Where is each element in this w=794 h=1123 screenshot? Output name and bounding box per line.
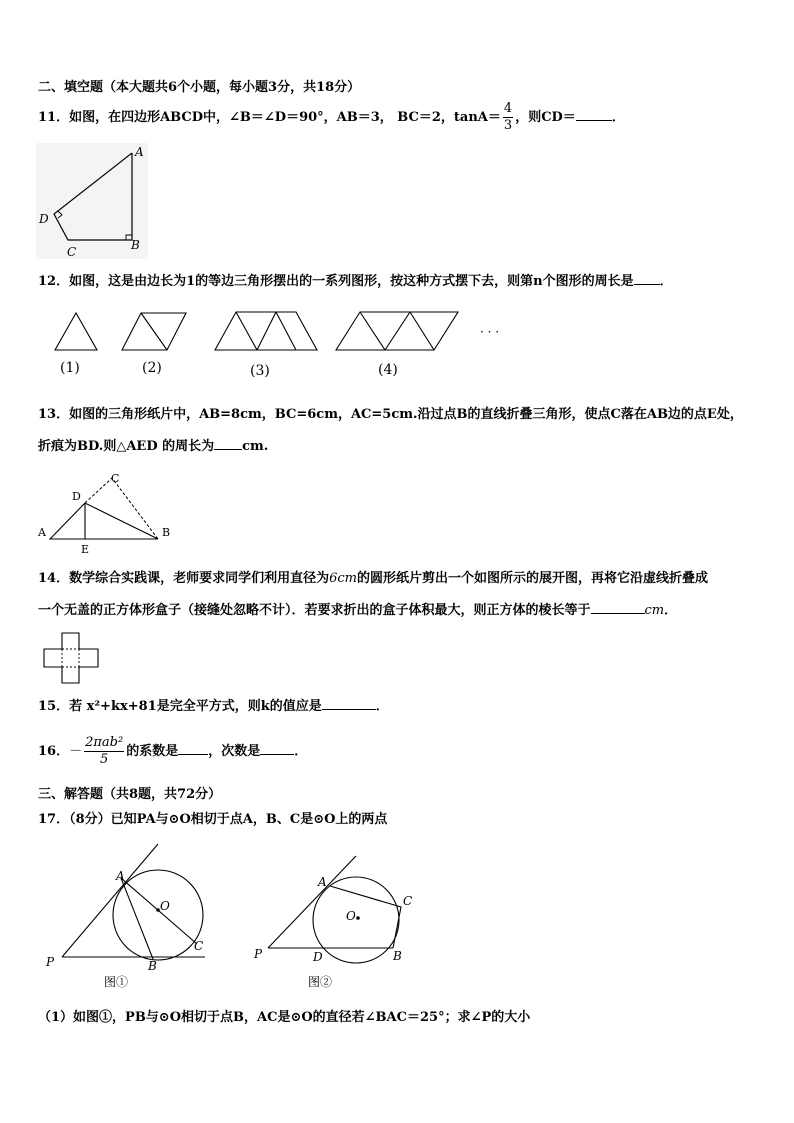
q12-label-2: (2) <box>142 360 162 376</box>
q14-line1 <box>38 570 708 588</box>
section3-heading: 三、解答题（共8题，共72分） <box>38 787 222 802</box>
q16-tail: ． <box>294 744 308 759</box>
q17-part1: （1）如图①，PB与⊙O相切于点B，AC是⊙O的直径若∠BAC＝25°；求∠P的大小 <box>38 1010 531 1025</box>
q16-text-b: ，次数是 <box>208 744 261 759</box>
q17-fig2-label-a: A <box>318 875 327 889</box>
q17-fig2-label-b: B <box>393 949 402 963</box>
q16-prefix: 16． <box>38 744 70 759</box>
q14-cube-net-figure <box>40 630 104 686</box>
q14-answer-blank <box>591 601 645 614</box>
q15-tail: ． <box>375 699 389 714</box>
q11-text-b: ，则CD＝ <box>515 110 576 125</box>
q13-answer-blank <box>214 437 242 450</box>
q14-line1-a: 14．数学综合实践课，老师要求同学们利用直径为 <box>38 571 330 586</box>
q11-text <box>38 98 625 138</box>
q13-label-a: A <box>38 526 46 539</box>
q16-degree-blank <box>260 742 294 755</box>
q17-figure-1 <box>40 842 220 992</box>
q16-frac-num: 2πab² <box>85 735 124 750</box>
q12-figure-2 <box>122 313 186 350</box>
q12-text-main: 12．如图，这是由边长为1的等边三角形摆出的一系列图形，按这种方式摆下去，则第n个图形的周长是 <box>38 274 634 289</box>
q11-frac-den: 3 <box>503 118 513 133</box>
q16-text <box>38 731 307 773</box>
q12-ellipsis: · · · <box>480 325 500 339</box>
q17-text: 17．（8分）已知PA与⊙O相切于点A，B、C是⊙O上的两点 <box>38 812 388 827</box>
section2-heading: 二、填空题（本大题共6个小题，每小题3分，共18分） <box>38 80 361 95</box>
q12-figure-1 <box>55 313 97 350</box>
q12-tail: ． <box>659 274 673 289</box>
q15-text-main: 15．若 x²+kx+81是完全平方式，则k的值应是 <box>38 699 322 714</box>
q11-quadrilateral-figure <box>36 143 148 259</box>
q13-line2 <box>38 437 268 456</box>
q14-diameter: 6cm <box>329 571 357 586</box>
q17-fig1-label-c: C <box>194 939 204 953</box>
q13-label-e: E <box>81 543 90 556</box>
q12-figure-4 <box>336 312 458 350</box>
q11-label-a: A <box>135 145 144 159</box>
q17-fig2-label-p: P <box>254 947 263 961</box>
q16-coefficient-blank <box>178 742 208 755</box>
q12-answer-blank <box>634 272 660 285</box>
q13-label-b: B <box>162 526 171 539</box>
q11-tail: ． <box>611 110 625 125</box>
q11-label-d: D <box>39 212 49 226</box>
q14-unit: cm <box>644 603 665 618</box>
q17-fig1-label-a: A <box>116 869 125 883</box>
q11-label-b: B <box>131 238 140 252</box>
q16-fraction <box>84 735 124 768</box>
q11-answer-blank <box>576 108 612 121</box>
q17-figure-2 <box>246 850 426 992</box>
q12-label-1: (1) <box>60 360 80 376</box>
q17-fig2-caption: 图② <box>308 975 333 989</box>
q16-text-a: 的系数是 <box>126 744 179 759</box>
q13-line1: 13．如图的三角形纸片中，AB=8cm，BC=6cm，AC=5cm.沿过点B的直线折叠三角形，使点C落在AB边的点E处， <box>38 407 743 422</box>
q15-text <box>38 697 389 716</box>
q12-figure-3 <box>215 312 317 350</box>
q13-label-c: C <box>111 472 120 485</box>
q17-fig2-label-c: C <box>403 894 413 908</box>
q17-fig1-label-p: P <box>46 955 55 969</box>
q12-text <box>38 272 673 291</box>
q12-label-3: (3) <box>250 363 270 379</box>
q15-answer-blank <box>322 697 376 710</box>
q11-frac-num: 4 <box>503 101 513 116</box>
q12-triangle-sequence <box>40 302 520 384</box>
q14-tail: ． <box>664 603 678 618</box>
q14-line2-text: 一个无盖的正方体形盒子（接缝处忽略不计）．若要求折出的盒子体积最大，则正方体的棱长等于 <box>38 603 591 618</box>
q17-fig2-label-o: O <box>346 909 356 923</box>
q16-frac-den: 5 <box>100 752 109 767</box>
q14-line1-b: 的圆形纸片剪出一个如图所示的展开图，再将它沿虚线折叠成 <box>356 571 708 586</box>
q11-text-a: 11．如图，在四边形ABCD中，∠B＝∠D＝90°，AB＝3， BC＝2，tanA＝ <box>38 110 501 125</box>
q16-minus: － <box>69 744 83 759</box>
q13-line2-a: 折痕为BD.则△AED 的周长为 <box>38 439 215 454</box>
q12-label-4: (4) <box>378 362 398 378</box>
q11-fraction <box>503 101 513 134</box>
q13-line2-b: cm. <box>242 439 269 454</box>
q17-fig1-caption: 图① <box>104 975 129 989</box>
q13-folded-triangle-figure <box>36 470 176 558</box>
q14-line2 <box>38 601 677 620</box>
q13-label-d: D <box>72 490 81 503</box>
q17-fig1-label-o: O <box>160 899 170 913</box>
q17-fig2-label-d: D <box>313 950 323 964</box>
q17-fig1-label-b: B <box>148 959 157 973</box>
q11-label-c: C <box>67 245 77 259</box>
